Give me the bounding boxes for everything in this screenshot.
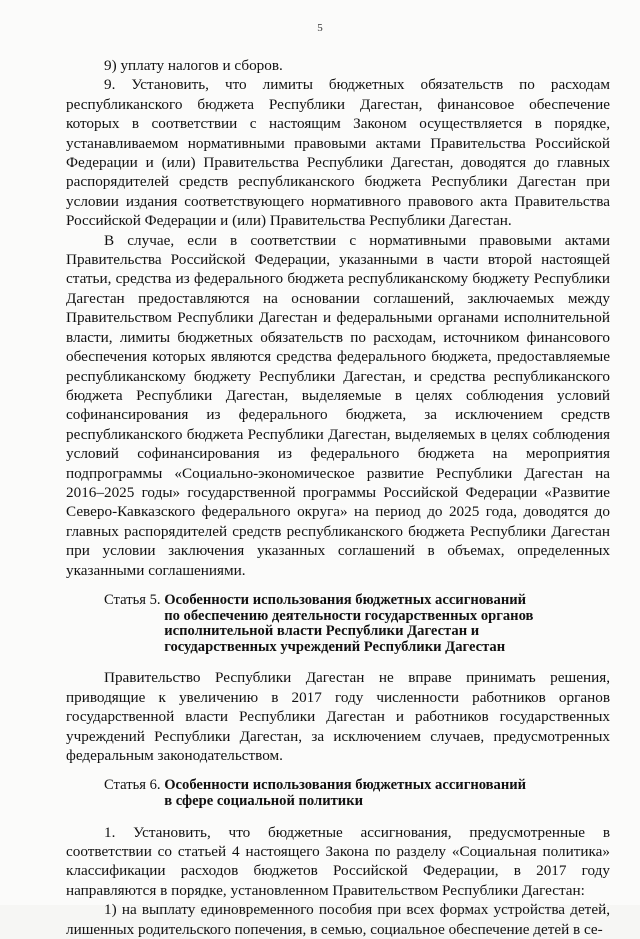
document-body [66,56,610,939]
article-5-text: Правительство Республики Дагестан не вправе принимать решения, приводящие к увеличению в 2017 году численности работников органов государственной власти Республики Дагестан и работников государственных учреждений Республики Дагестан, за исключением случаев, предусмотренных федеральным законодательством. [66,669,610,764]
article-6-label: Статья 6. [104,777,165,794]
article-5-heading [66,593,610,655]
article-6-paragraph-2: 1) на выплату единовременного пособия при всех формах устройства детей, лишенных родительского попечения, в семью, социальное обеспечение детей в се- [66,901,610,938]
paragraph-point-9: 9. Установить, что лимиты бюджетных обязательств по расходам республиканского бюджета Республики Дагестан, финансовое обеспечение которых в соответствии с настоящим Законом осуществляется в порядке, устанавливаемом нормативными правовыми актами Правительства Российской Федерации и (или) Правительства Республики Дагестан, доводятся до главных распорядителей средств республиканского бюджета Республики Дагестан при условии издания соответствующего нормативного правового акта Правительства Российской Федерации и (или) Правительства Республики Дагестан. [66,76,610,230]
page-number: 5 [317,22,323,34]
article-6-paragraph-1: 1. Установить, что бюджетные ассигнования, предусмотренные в соответствии со статьей 4 настоящего Закона по разделу «Социальная политика» классификации расходов бюджетов Российской Федерации, в 2017 году направляются в порядке, установленном Правительством Республики Дагестан: [66,823,610,899]
paragraph-item-9: 9) уплату налогов и сборов. [104,57,283,74]
article-6-title: Особенности использования бюджетных ассигнований в сфере социальной политики [164,777,527,809]
article-6-heading [66,778,610,809]
article-5-label: Статья 5. [104,591,165,608]
paragraph-federal-funding: В случае, если в соответствии с нормативными правовыми актами Правительства Российской Федерации, указанными в части второй настоящей статьи, средства из федерального бюджета республиканскому бюджету Республики Дагестан предоставляются на основании соглашений, заключаемых между Правительством Республики Дагестан и федеральными органами исполнительной власти, лимиты бюджетных обязательств по расходам, источником финансового обеспечения которых являются средства федерального бюджета, предоставляемые республиканскому бюджету Республики Дагестан, и средства республиканского бюджета Республики Дагестан, выделяемые в целях соблюдения условий софинансирования из федерального бюджета, за исключением средств республиканского бюджета Республики Дагестан, выделяемых в целях соблюдения условий софинансирования из федерального бюджета на мероприятия подпрограммы «Социально-экономическое развитие Республики Дагестан на 2016–2025 годы» государственной программы Российской Федерации «Развитие Северо-Кавказского федерального округа» на период до 2025 года, доводятся до главных распорядителей средств республиканского бюджета Республики Дагестан при условии заключения указанных соглашений в объемах, определенных указанными соглашениями. [66,231,610,579]
article-5-title: Особенности использования бюджетных ассигнований по обеспечению деятельности государственных органов исполнительной власти Республики Дагестан и государственных учреждений Республики Дагестан [164,591,534,655]
